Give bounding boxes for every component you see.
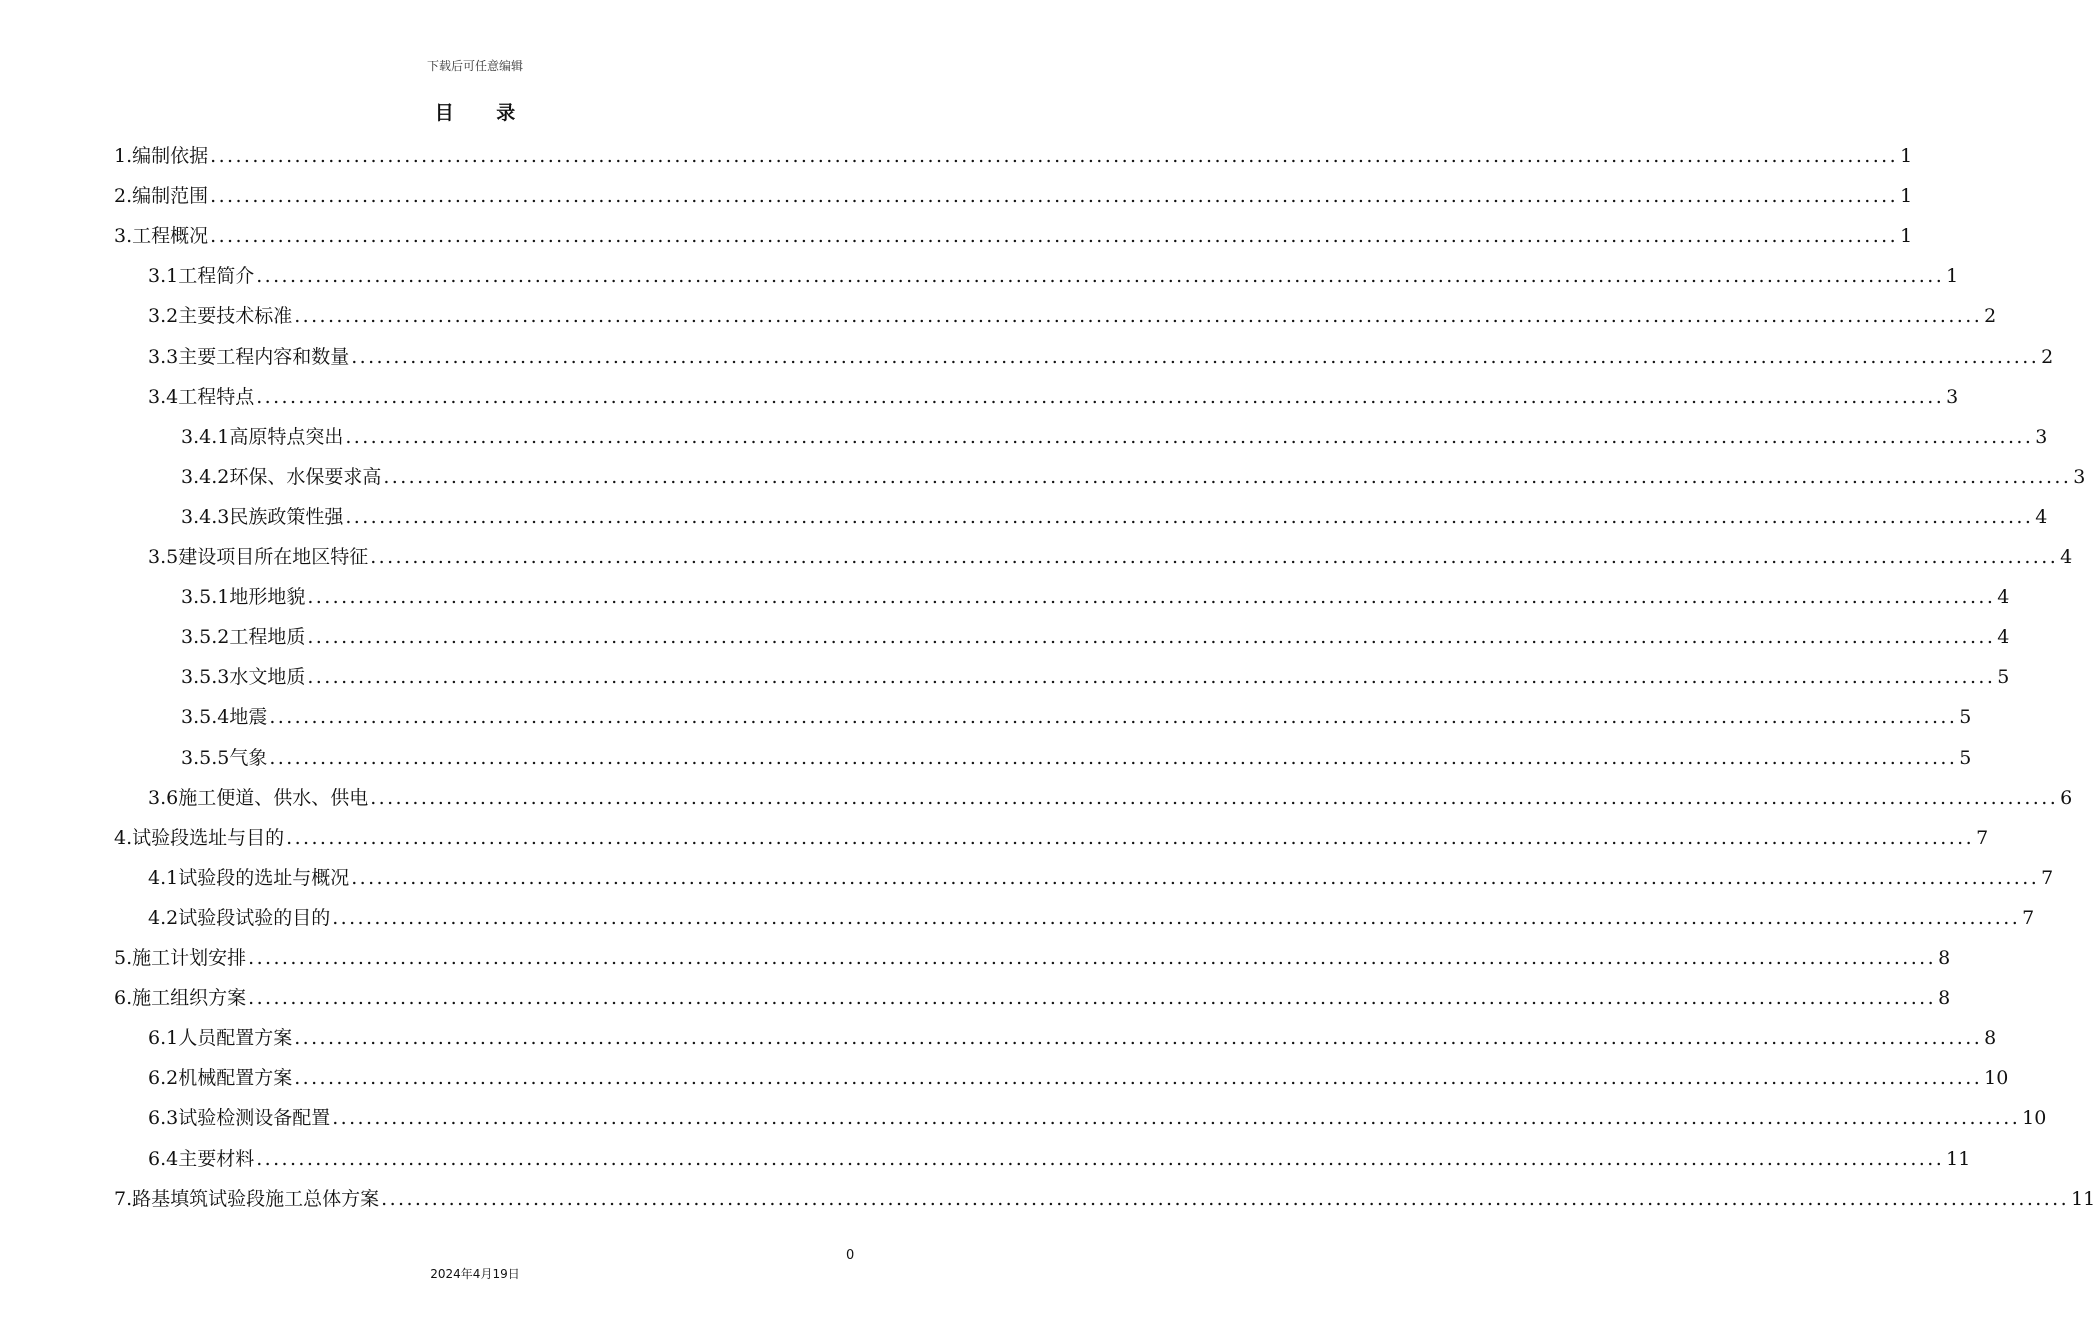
toc-entry-title: 3.5建设项目所在地区特征 (148, 546, 369, 568)
toc-entry-page: 5 (1997, 666, 2010, 689)
toc-entry[interactable] (148, 250, 1959, 288)
toc-entry[interactable] (148, 290, 1997, 328)
toc-title: 目 录 (434, 102, 534, 124)
toc-leader-dots: ........................................................................................................................................................................................................ (345, 505, 2034, 528)
toc-entry-page: 8 (1938, 987, 1951, 1010)
toc-entry[interactable] (148, 371, 1959, 409)
toc-entry-page: 11 (2071, 1187, 2095, 1210)
toc-entry-page: 3 (2073, 465, 2086, 488)
toc-entry[interactable] (114, 812, 1989, 850)
toc-entry-page: 3 (2035, 425, 2048, 448)
toc-leader-dots: ........................................................................................................................................................................................................ (269, 746, 1958, 769)
toc-entry-title: 5.施工计划安排 (114, 947, 247, 969)
toc-leader-dots: ........................................................................................................................................................................................................ (383, 465, 2072, 488)
toc-entry[interactable] (181, 732, 1972, 770)
toc-entry-page: 5 (1959, 706, 1972, 729)
toc-leader-dots: ........................................................................................................................................................................................................ (248, 947, 1937, 969)
toc-entry-page: 1 (1946, 265, 1959, 288)
toc-entry[interactable] (181, 611, 2010, 649)
toc-entry-title: 3.5.3水文地质 (181, 666, 306, 689)
toc-entry-page: 7 (2041, 866, 2054, 889)
toc-entry-page: 4 (2035, 505, 2048, 528)
toc-entry-title: 2.编制范围 (114, 185, 209, 208)
toc-entry[interactable] (148, 1133, 1971, 1171)
toc-entry-page: 10 (2022, 1107, 2047, 1130)
toc-entry[interactable] (181, 491, 2048, 529)
toc-leader-dots: ........................................................................................................................................................................................................ (256, 265, 1945, 288)
toc-leader-dots: ........................................................................................................................................................................................................ (332, 906, 2021, 929)
toc-leader-dots: ........................................................................................................................................................................................................ (351, 345, 2040, 368)
toc-entry-title: 6.2机械配置方案 (148, 1067, 293, 1090)
toc-entry[interactable] (148, 1092, 2047, 1130)
toc-leader-dots: ........................................................................................................................................................................................................ (307, 666, 1996, 689)
toc-entry[interactable] (148, 331, 2054, 369)
toc-entry-title: 4.1试验段的选址与概况 (148, 866, 350, 889)
toc-leader-dots: ........................................................................................................................................................................................................ (294, 1027, 1983, 1050)
toc-entry[interactable] (181, 651, 2010, 689)
toc-entry-page: 7 (2022, 906, 2035, 929)
toc-entry-page: 2 (1984, 305, 1997, 328)
toc-entry-title: 6.3试验检测设备配置 (148, 1107, 331, 1130)
toc-entry-title: 3.4.1高原特点突出 (181, 425, 344, 448)
toc-leader-dots: ........................................................................................................................................................................................................ (210, 145, 1899, 167)
toc-entry-title: 6.4主要材料 (148, 1147, 255, 1170)
toc-entry-title: 4.2试验段试验的目的 (148, 906, 331, 929)
toc-entry-page: 2 (2041, 345, 2054, 368)
toc-leader-dots: ........................................................................................................................................................................................................ (332, 1107, 2021, 1130)
toc-entry-title: 3.5.5气象 (181, 746, 268, 769)
toc-entry-title: 1.编制依据 (114, 145, 209, 167)
toc-entry-page: 11 (1946, 1147, 1971, 1170)
toc-leader-dots: ........................................................................................................................................................................................................ (210, 185, 1899, 208)
footer-date: 2024年4月19日 (430, 1267, 520, 1281)
toc-entry-title: 3.1工程简介 (148, 265, 255, 288)
toc-leader-dots: ........................................................................................................................................................................................................ (345, 425, 2034, 448)
toc-entry-page: 1 (1900, 185, 1913, 208)
toc-entry[interactable] (148, 772, 2073, 810)
toc-entry-title: 7.路基填筑试验段施工总体方案 (114, 1187, 380, 1210)
toc-entry-page: 3 (1946, 385, 1959, 408)
toc-entry-title: 6.1人员配置方案 (148, 1027, 293, 1050)
toc-entry[interactable] (114, 1173, 2095, 1211)
toc-leader-dots: ........................................................................................................................................................................................................ (256, 1147, 1945, 1170)
toc-leader-dots: ........................................................................................................................................................................................................ (307, 586, 1996, 609)
toc-entry-page: 5 (1959, 746, 1972, 769)
toc-entry[interactable] (181, 451, 2086, 489)
toc-entry-title: 3.6施工便道、供水、供电 (148, 786, 369, 809)
toc-leader-dots: ........................................................................................................................................................................................................ (269, 706, 1958, 729)
toc-entry[interactable] (114, 972, 1951, 1010)
toc-entry-page: 8 (1938, 947, 1951, 969)
toc-leader-dots: ........................................................................................................................................................................................................ (294, 305, 1983, 328)
toc-entry-title: 3.3主要工程内容和数量 (148, 345, 350, 368)
toc-entry-page: 10 (1984, 1067, 2009, 1090)
toc-entry-page: 4 (2060, 546, 2073, 568)
toc-leader-dots: ........................................................................................................................................................................................................ (256, 385, 1945, 408)
toc-entry-page: 6 (2060, 786, 2073, 809)
toc-entry[interactable] (148, 1052, 2009, 1090)
toc-entry-title: 6.施工组织方案 (114, 987, 247, 1010)
toc-entry-page: 8 (1984, 1027, 1997, 1050)
toc-leader-dots: ........................................................................................................................................................................................................ (351, 866, 2040, 889)
toc-entry-title: 3.工程概况 (114, 225, 209, 248)
toc-entry-page: 1 (1900, 225, 1913, 248)
toc-entry-title: 3.4.3民族政策性强 (181, 505, 344, 528)
toc-entry[interactable] (148, 892, 2035, 930)
toc-entry[interactable] (181, 571, 2010, 609)
toc-leader-dots: ........................................................................................................................................................................................................ (294, 1067, 1983, 1090)
toc-leader-dots: ........................................................................................................................................................................................................ (286, 826, 1975, 849)
toc-entry-page: 1 (1900, 145, 1913, 167)
toc-entry-title: 4.试验段选址与目的 (114, 826, 285, 849)
toc-entry-title: 3.4.2环保、水保要求高 (181, 465, 382, 488)
toc-entry-title: 3.5.1地形地貌 (181, 586, 306, 609)
header-note: 下载后可任意编辑 (426, 59, 523, 73)
toc-entry[interactable] (148, 531, 2073, 569)
toc-entry-page: 4 (1997, 626, 2010, 649)
toc-entry[interactable] (181, 411, 2048, 449)
toc-entry[interactable] (114, 932, 1951, 970)
toc-leader-dots: ........................................................................................................................................................................................................ (370, 786, 2059, 809)
toc-entry[interactable] (148, 1012, 1997, 1050)
toc-leader-dots: ........................................................................................................................................................................................................ (210, 225, 1899, 248)
toc-entry-title: 3.2主要技术标准 (148, 305, 293, 328)
toc-entry[interactable] (114, 130, 1913, 168)
toc-entry[interactable] (181, 691, 1972, 729)
toc-entry-title: 3.5.4地震 (181, 706, 268, 729)
toc-entry[interactable] (114, 210, 1913, 248)
toc-leader-dots: ........................................................................................................................................................................................................ (370, 546, 2059, 568)
toc-leader-dots: ........................................................................................................................................................................................................ (307, 626, 1996, 649)
toc-leader-dots: ........................................................................................................................................................................................................ (381, 1187, 2070, 1210)
toc-leader-dots: ........................................................................................................................................................................................................ (248, 987, 1937, 1010)
toc-entry-page: 7 (1976, 826, 1989, 849)
toc-entry[interactable] (114, 170, 1913, 208)
toc-entry-title: 3.4工程特点 (148, 385, 255, 408)
toc-entry-page: 4 (1997, 586, 2010, 609)
toc-entry[interactable] (148, 852, 2054, 890)
toc-entry-title: 3.5.2工程地质 (181, 626, 306, 649)
page-number: 0 (846, 1248, 855, 1263)
